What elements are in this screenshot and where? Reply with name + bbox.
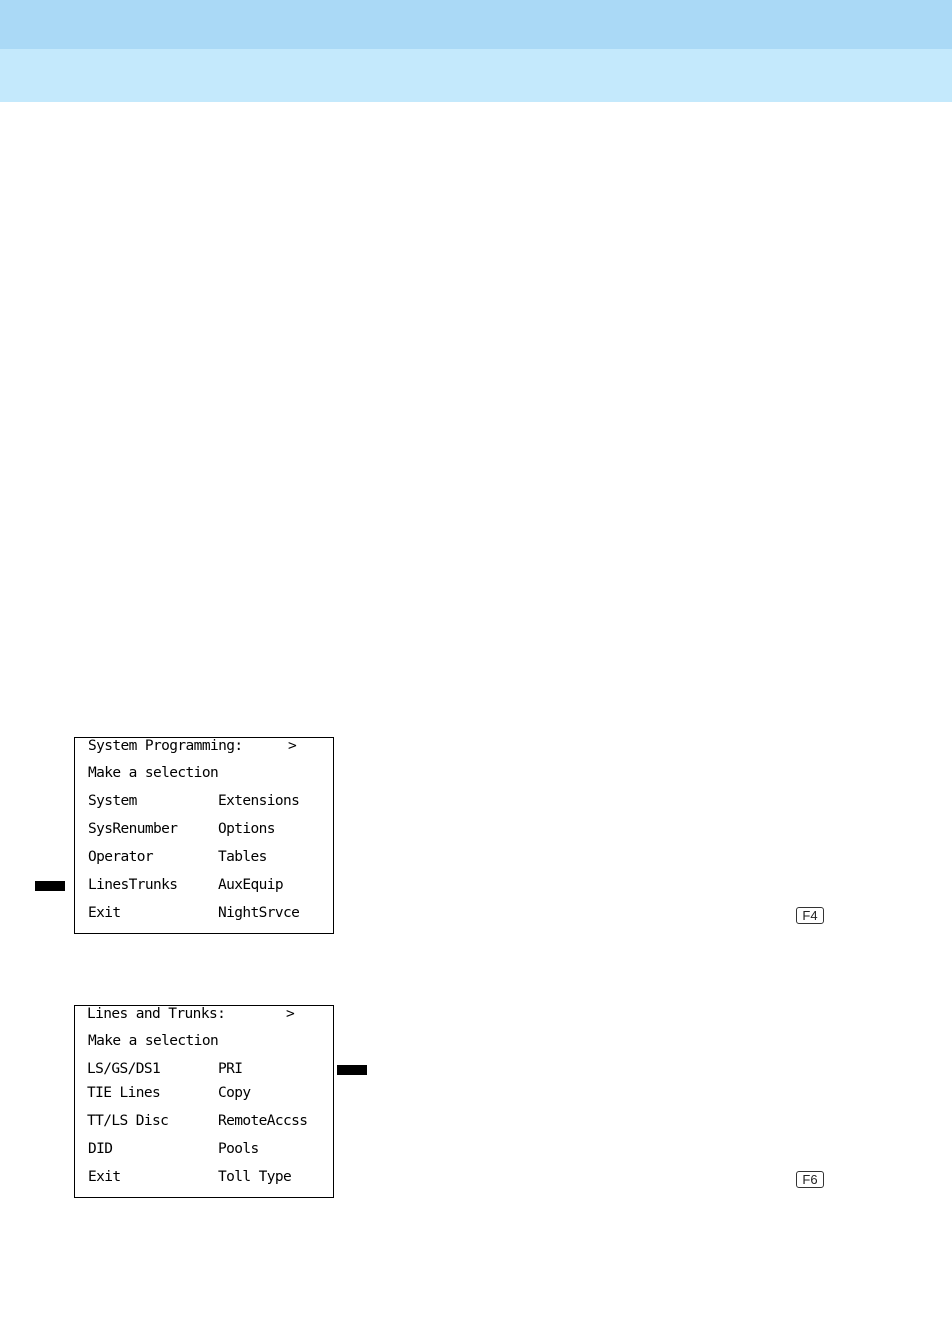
f6-key[interactable]: F6 (796, 1171, 824, 1188)
menu-option-did[interactable]: DID (88, 1141, 113, 1157)
header-band-bottom (0, 49, 952, 102)
menu-option-options[interactable]: Options (218, 821, 275, 837)
menu-option-exit[interactable]: Exit (88, 1169, 121, 1185)
header-band-top (0, 0, 952, 49)
menu-option-toll-type[interactable]: Toll Type (218, 1169, 292, 1185)
system-programming-screen (74, 737, 334, 934)
screen-title: System Programming: (88, 738, 243, 754)
menu-option-nightsrvce[interactable]: NightSrvce (218, 905, 300, 921)
menu-option-operator[interactable]: Operator (88, 849, 154, 865)
menu-option-copy[interactable]: Copy (218, 1085, 251, 1101)
screen-prompt: Make a selection (88, 765, 219, 781)
menu-option-tt-ls-disc[interactable]: TT/LS Disc (87, 1113, 169, 1129)
screen-title: Lines and Trunks: (87, 1006, 226, 1022)
menu-option-extensions[interactable]: Extensions (218, 793, 300, 809)
menu-option-auxequip[interactable]: AuxEquip (218, 877, 284, 893)
next-page-arrow[interactable]: > (288, 738, 297, 754)
menu-option-pools[interactable]: Pools (218, 1141, 259, 1157)
selection-marker-linestrunks (35, 881, 65, 891)
menu-option-pri[interactable]: PRI (218, 1061, 243, 1077)
menu-option-system[interactable]: System (88, 793, 137, 809)
selection-marker-pri (337, 1065, 367, 1075)
menu-option-tie-lines[interactable]: TIE Lines (87, 1085, 161, 1101)
menu-option-ls-gs-ds1[interactable]: LS/GS/DS1 (87, 1061, 161, 1077)
lines-and-trunks-screen (74, 1005, 334, 1198)
menu-option-linestrunks[interactable]: LinesTrunks (88, 877, 178, 893)
menu-option-exit[interactable]: Exit (88, 905, 121, 921)
menu-option-sysrenumber[interactable]: SysRenumber (88, 821, 178, 837)
f4-key[interactable]: F4 (796, 907, 824, 924)
menu-option-tables[interactable]: Tables (218, 849, 267, 865)
next-page-arrow[interactable]: > (286, 1006, 295, 1022)
screen-prompt: Make a selection (88, 1033, 219, 1049)
menu-option-remoteaccss[interactable]: RemoteAccss (218, 1113, 308, 1129)
